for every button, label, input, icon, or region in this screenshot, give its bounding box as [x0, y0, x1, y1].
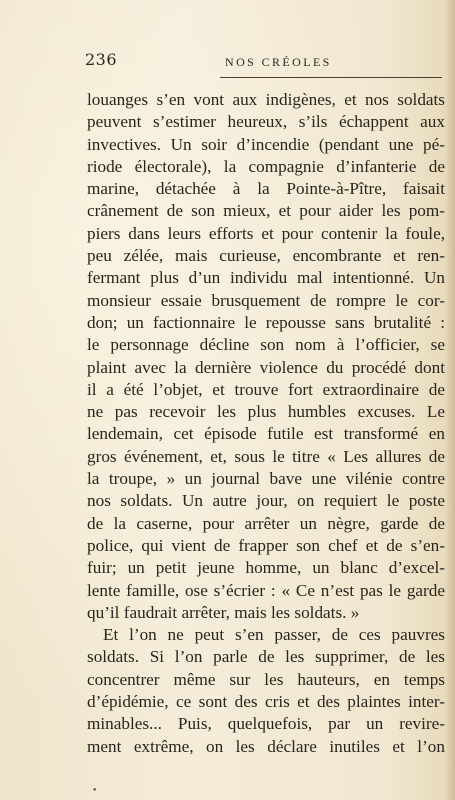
text-line: lente famille, ose s’écrier : « Ce n’est pas le garde [87, 580, 445, 600]
text-line: crânement de son mieux, et pour aider les pom- [87, 201, 445, 221]
text-line: lendemain, cet épisode futile est transformé en [87, 424, 445, 444]
text-line: piers dans leurs efforts et pour contenir la foule, [87, 223, 445, 243]
text-line: la troupe, » un journal bave une vilénie contre [87, 469, 445, 489]
text-line: don; un factionnaire le repousse sans brutalité : [87, 312, 445, 332]
text-line: police, qui vient de frapper son chef et de s’en- [87, 535, 445, 555]
text-line: il a été l’objet, et trouve fort extraordinaire de [87, 379, 445, 399]
text-line: d’épidémie, ce sont des cris et des plaintes inter- [87, 692, 445, 712]
text-line: plaint avec la dernière violence du procédé dont [87, 357, 445, 377]
page-number: 236 [85, 50, 118, 69]
header-rule [220, 77, 442, 78]
page-edge-shadow [445, 0, 455, 800]
text-line: riode électorale), la compagnie d’infanterie de [87, 156, 445, 176]
running-head: NOS CRÉOLES [225, 55, 332, 69]
text-line: louanges s’en vont aux indigènes, et nos soldats [87, 90, 445, 109]
text-line: peuvent s’estimer heureux, s’ils échappent aux [87, 112, 445, 132]
body-text [87, 89, 445, 758]
text-line: peu zélée, mais curieuse, encombrante et ren- [87, 246, 445, 266]
text-line: ment extrême, on les déclare inutiles et l’on [87, 736, 445, 756]
text-line: ne pas recevoir les plus humbles excuses. Le [87, 402, 445, 422]
text-line: concentrer même sur les hauteurs, en temps [87, 669, 445, 689]
text-line: de la caserne, pour arrêter un nègre, garde de [87, 513, 445, 533]
text-line: le personnage décline son nom à l’officier, se [87, 335, 445, 355]
text-line: invectives. Un soir d’incendie (pendant une pé- [87, 134, 445, 154]
text-line: fermant plus d’un individu mal intentionné. Un [87, 268, 445, 288]
text-line: gros événement, et, sous le titre « Les allures de [87, 446, 445, 466]
text-line: monsieur essaie brusquement de rompre le cor- [87, 290, 445, 310]
text-line: qu’il faudrait arrêter, mais les soldats. » [87, 602, 360, 622]
text-line: Et l’on ne peut s’en passer, de ces pauvres [103, 625, 445, 645]
text-line: nos soldats. Un autre jour, on requiert le poste [87, 491, 445, 511]
bottom-mark: • [92, 786, 98, 796]
text-line: minables... Puis, quelquefois, par un revire- [87, 714, 445, 734]
text-line: marine, détachée à la Pointe-à-Pître, faisait [87, 179, 445, 199]
text-line: soldats. Si l’on parle de les supprimer, de les [87, 647, 445, 667]
page-header [85, 50, 440, 72]
text-line: fuir; un petit jeune homme, un blanc d’excel- [87, 558, 445, 578]
